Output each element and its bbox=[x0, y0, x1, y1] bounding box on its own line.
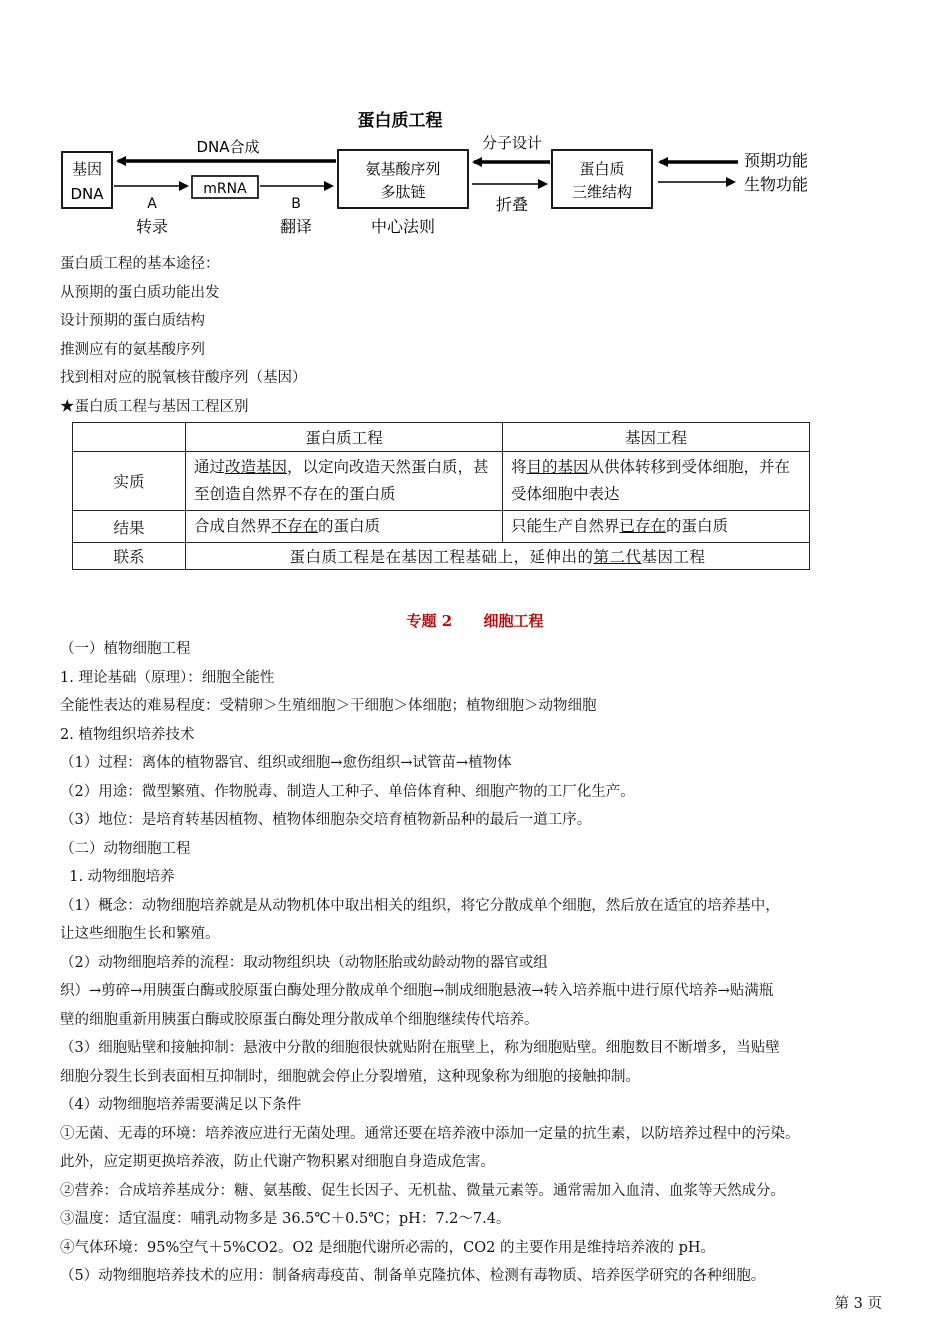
body-line: （二）动物细胞工程 bbox=[60, 840, 191, 857]
intro-line: 找到相对应的脱氧核苷酸序列（基因） bbox=[60, 370, 307, 386]
row-header-result: 结果 bbox=[73, 511, 186, 543]
intro-line: 蛋白质工程的基本途径： bbox=[60, 256, 220, 272]
intro-lines bbox=[60, 250, 307, 421]
body-line: （一）植物细胞工程 bbox=[60, 641, 191, 657]
gene-label: 基因 bbox=[71, 160, 103, 178]
col-header-protein: 蛋白质工程 bbox=[186, 423, 503, 452]
essence-gene-cell: 将目的基因从供体转移到受体细胞，并在受体细胞中表达 bbox=[503, 452, 810, 511]
molecular-design-label: 分子设计 bbox=[481, 134, 543, 152]
body-line: 全能性表达的难易程度：受精卵＞生殖细胞＞干细胞＞体细胞；植物细胞＞动物细胞 bbox=[60, 698, 597, 714]
body-line: （1）概念：动物细胞培养就是从动物机体中取出相关的组织，将它分散成单个细胞，然后放在适宜的培养基中， bbox=[60, 897, 780, 914]
essence-protein-cell: 通过改造基因，以定向改造天然蛋白质，甚至创造自然界不存在的蛋白质 bbox=[186, 452, 503, 511]
folding-label: 折叠 bbox=[495, 195, 529, 214]
body-line: 1. 理论基础（原理）：细胞全能性 bbox=[60, 669, 275, 686]
page-number: 第 3 页 bbox=[834, 1296, 882, 1312]
translation-label: 翻译 bbox=[279, 217, 313, 236]
body-line: 壁的细胞重新用胰蛋白酶或胶原蛋白酶处理分散成单个细胞继续传代培养。 bbox=[60, 1011, 539, 1028]
col-header-gene: 基因工程 bbox=[503, 423, 810, 452]
expected-function-label: 预期功能 bbox=[743, 151, 809, 170]
table-row bbox=[73, 511, 810, 543]
section-title: 专题 2 细胞工程 bbox=[406, 612, 544, 630]
body-line: 1. 动物细胞培养 bbox=[60, 869, 175, 885]
label-b: B bbox=[291, 196, 301, 212]
mrna-label: mRNA bbox=[203, 181, 247, 197]
label-a: A bbox=[147, 196, 157, 212]
result-protein-cell: 合成自然界不存在的蛋白质 bbox=[186, 511, 503, 543]
intro-line: 设计预期的蛋白质结构 bbox=[60, 313, 205, 329]
body-line: 此外，应定期更换培养液，防止代谢产物积累对细胞自身造成危害。 bbox=[60, 1154, 495, 1170]
protein-label: 蛋白质 bbox=[579, 160, 625, 178]
body-line: ④气体环境：95%空气＋5%CO2。O2 是细胞代谢所必需的，CO2 的主要作用是维持培养液的 pH。 bbox=[60, 1239, 716, 1256]
comparison-table bbox=[72, 422, 810, 570]
body-line: （3）地位：是培育转基因植物、植物体细胞杂交培育植物新品种的最后一道工序。 bbox=[60, 812, 592, 828]
diagram-title: 蛋白质工程 bbox=[357, 111, 443, 131]
body-line: 细胞分裂生长到表面相互抑制时，细胞就会停止分裂增殖，这种现象称为细胞的接触抑制。 bbox=[60, 1068, 640, 1085]
protein-engineering-diagram bbox=[60, 100, 820, 245]
body-line: （5）动物细胞培养技术的应用：制备病毒疫苗、制备单克隆抗体、检测有毒物质、培养医学研究的各种细胞。 bbox=[60, 1268, 766, 1284]
table-row bbox=[73, 543, 810, 570]
biological-function-label: 生物功能 bbox=[743, 175, 809, 194]
intro-line: ★蛋白质工程与基因工程区别 bbox=[60, 398, 249, 415]
table-header-row bbox=[73, 423, 810, 452]
transcription-label: 转录 bbox=[135, 217, 169, 236]
body-line: ①无菌、无毒的环境：培养液应进行无菌处理。通常还要在培养液中添加一定量的抗生素，以防培养过程中的污染。 bbox=[60, 1125, 800, 1142]
amino-acid-sequence-label: 氨基酸序列 bbox=[365, 160, 441, 178]
intro-line: 推测应有的氨基酸序列 bbox=[60, 341, 205, 358]
body-line: （4）动物细胞培养需要满足以下条件 bbox=[60, 1097, 302, 1113]
body-line: 2. 植物组织培养技术 bbox=[60, 726, 195, 743]
dna-label: DNA bbox=[70, 185, 104, 203]
polypeptide-label: 多肽链 bbox=[380, 183, 426, 201]
table-corner bbox=[73, 423, 186, 452]
3d-structure-label: 三维结构 bbox=[571, 183, 633, 201]
body-line: （1）过程：离体的植物器官、组织或细胞→愈伤组织→试管苗→植物体 bbox=[60, 755, 512, 771]
relation-cell: 蛋白质工程是在基因工程基础上，延伸出的第二代基因工程 bbox=[186, 543, 810, 570]
row-header-relation: 联系 bbox=[73, 543, 186, 570]
body-line: ③温度：适宜温度：哺乳动物多是 36.5℃＋0.5℃；pH：7.2～7.4。 bbox=[60, 1211, 511, 1227]
body-line: （2）动物细胞培养的流程：取动物组织块（动物胚胎或幼龄动物的器官或组 bbox=[60, 954, 548, 971]
body-line: ②营养：合成培养基成分：糖、氨基酸、促生长因子、无机盐、微量元素等。通常需加入血清、血浆等天然成分。 bbox=[60, 1182, 785, 1199]
body-line: （2）用途：微型繁殖、作物脱毒、制造人工种子、单倍体育种、细胞产物的工厂化生产。 bbox=[60, 783, 635, 800]
central-dogma-label: 中心法则 bbox=[370, 217, 436, 236]
body-line: （3）细胞贴壁和接触抑制：悬液中分散的细胞很快就贴附在瓶壁上，称为细胞贴壁。细胞数目不断增多，当贴壁 bbox=[60, 1040, 780, 1056]
body-line: 让这些细胞生长和繁殖。 bbox=[60, 926, 220, 942]
row-header-essence: 实质 bbox=[73, 452, 186, 511]
body-line: 织）→剪碎→用胰蛋白酶或胶原蛋白酶处理分散成单个细胞→制成细胞悬液→转入培养瓶中进行原代培养→贴满瓶 bbox=[60, 983, 774, 999]
dna-synthesis-label: DNA合成 bbox=[196, 138, 260, 156]
intro-line: 从预期的蛋白质功能出发 bbox=[60, 284, 220, 301]
body-text bbox=[60, 635, 900, 1291]
table-row bbox=[73, 452, 810, 511]
result-gene-cell: 只能生产自然界已存在的蛋白质 bbox=[503, 511, 810, 543]
